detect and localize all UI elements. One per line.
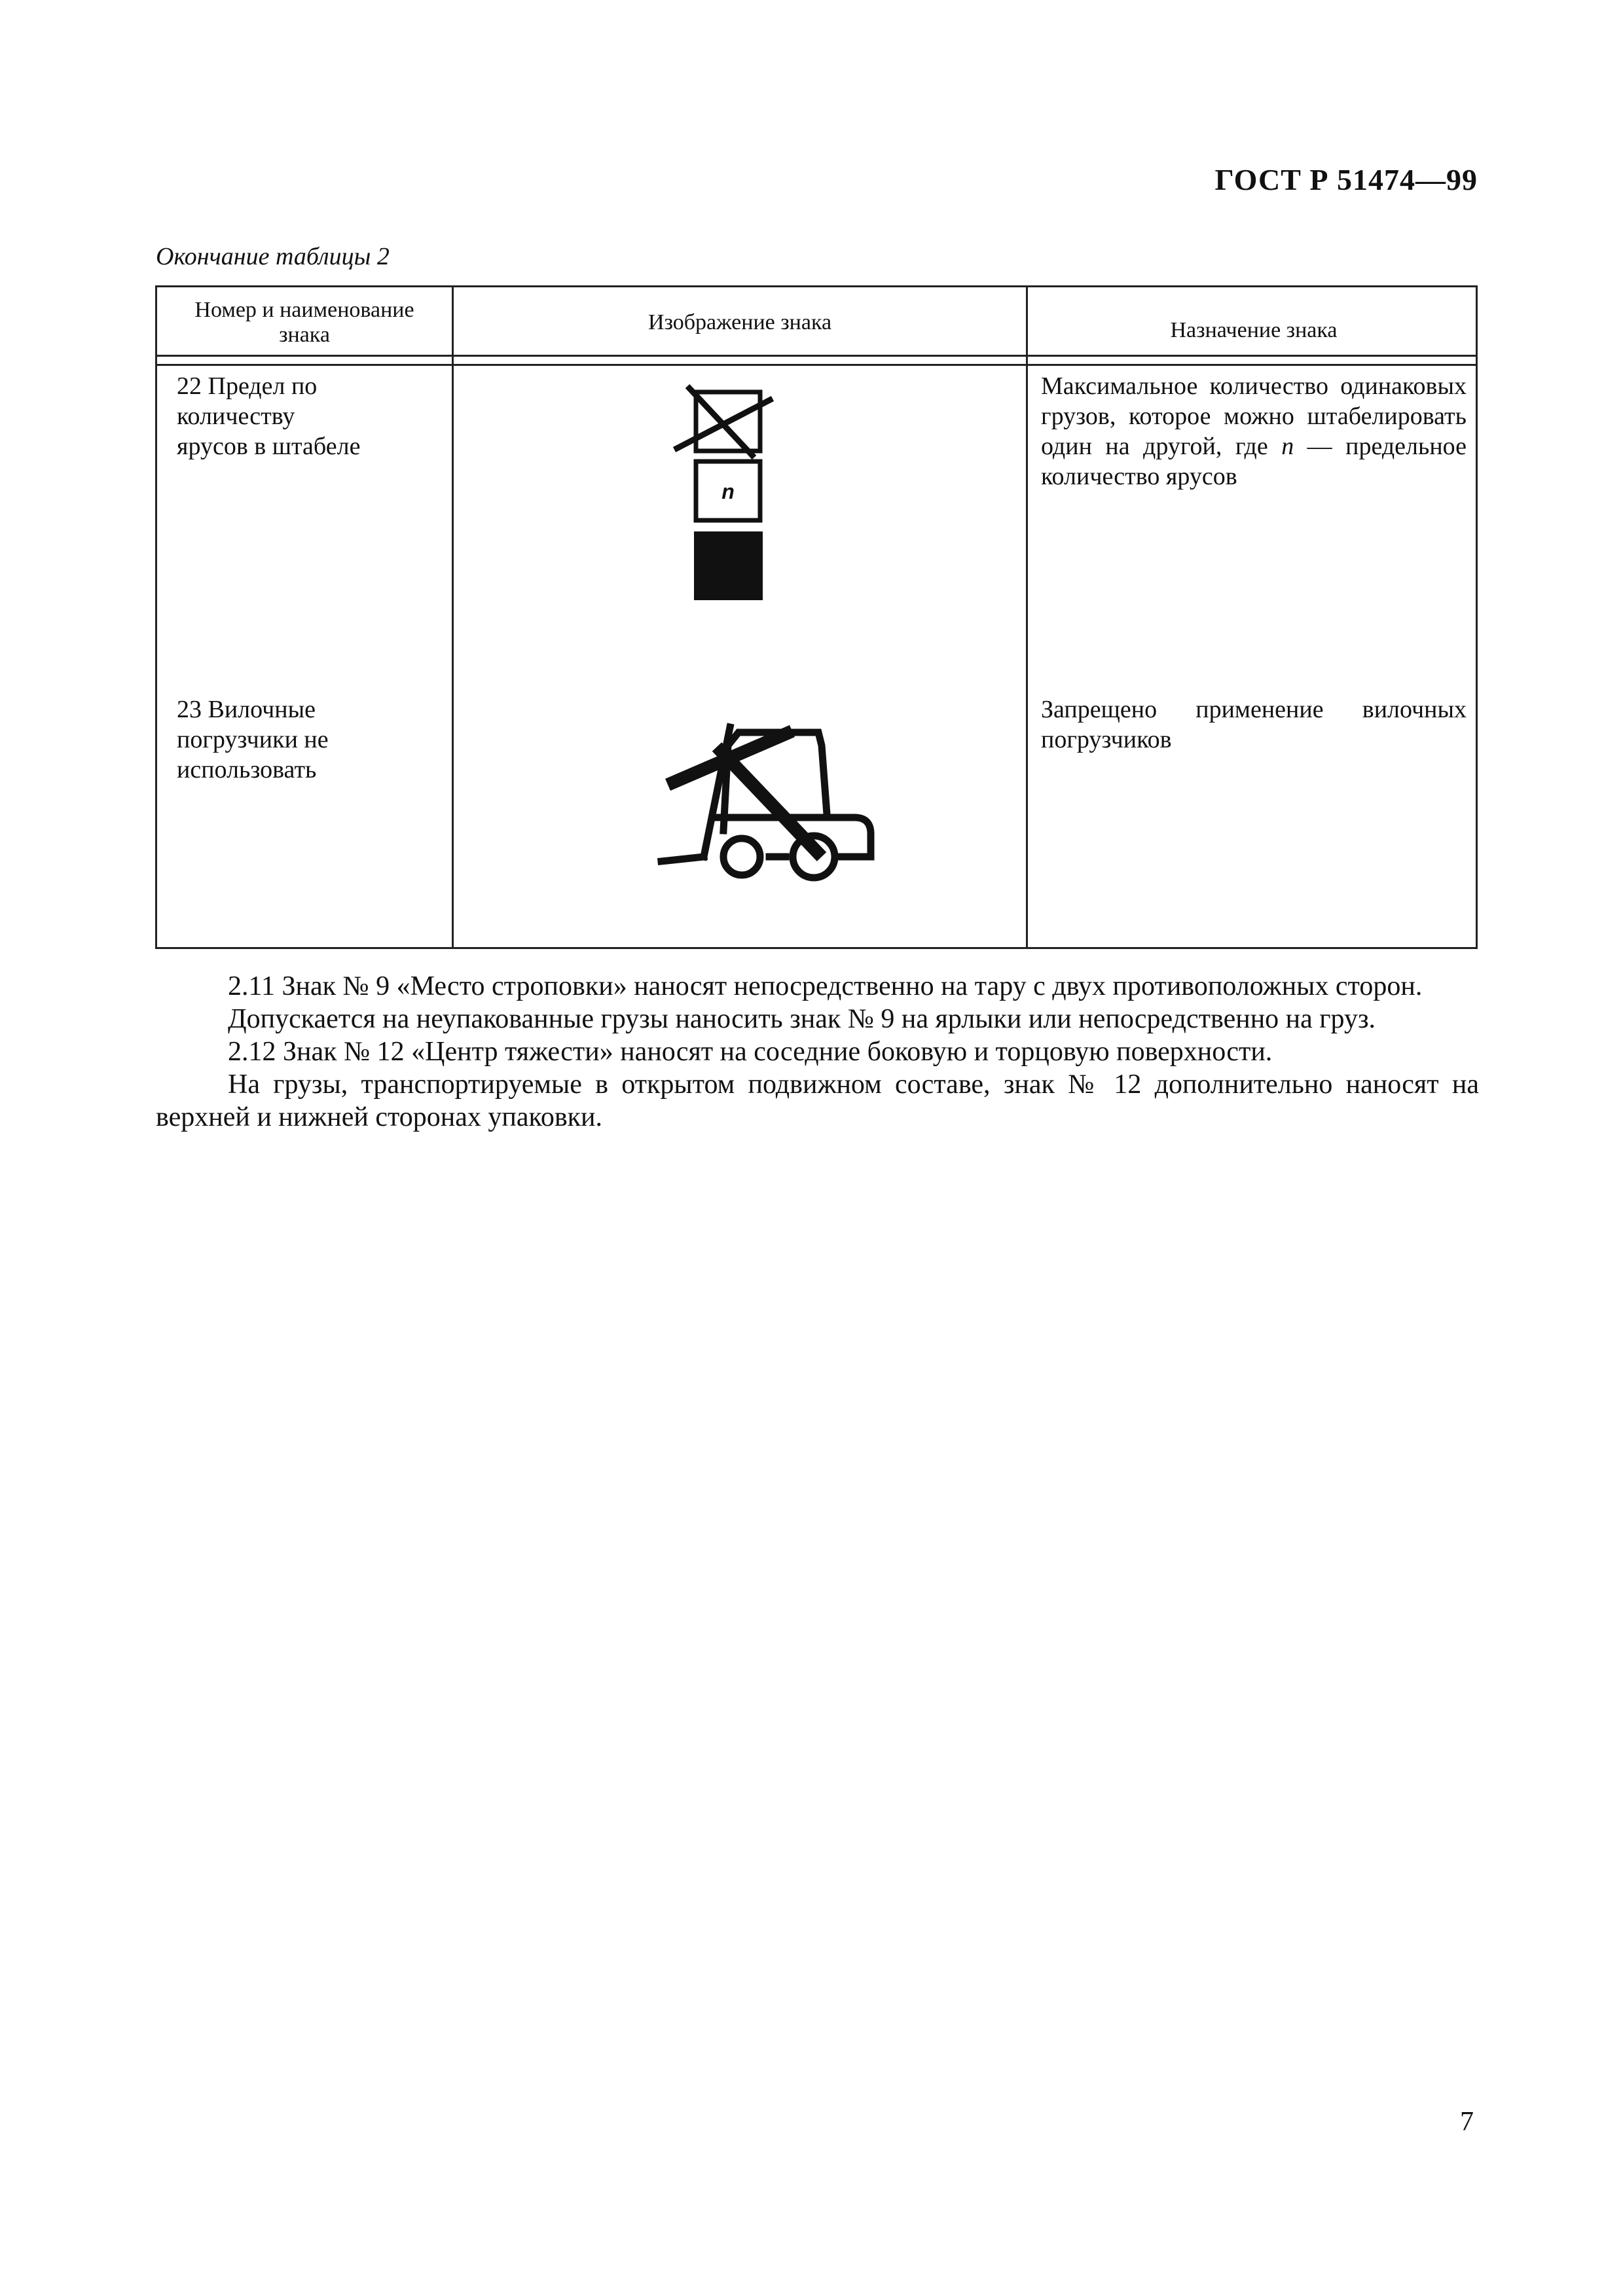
signs-table xyxy=(155,285,1478,949)
body-text xyxy=(156,970,1479,1134)
column-header-purpose: Назначение знака xyxy=(1170,318,1338,342)
column-divider xyxy=(452,287,454,947)
sign-purpose-22: Максимальное количество одинаковых грузов, которое можно штабелировать один на другой, где n — предельное количество ярусов xyxy=(1041,372,1467,490)
document-code: ГОСТ Р 51474—99 xyxy=(1214,163,1478,196)
no-forklift-icon xyxy=(655,693,1048,883)
paragraph-2-12: 2.12 Знак № 12 «Центр тяжести» наносят на соседние боковую и торцовую поверхности. xyxy=(228,1037,1273,1067)
page-number: 7 xyxy=(1460,2107,1474,2137)
column-header-name: Номер и наименование знака xyxy=(194,298,414,347)
paragraph-2-11: 2.11 Знак № 9 «Место строповки» наносят непосредственно на тару с двух противоположных сторон. xyxy=(228,971,1423,1001)
stack-count-label: n xyxy=(721,480,735,503)
table-caption: Окончание таблицы 2 xyxy=(156,243,390,270)
sign-name-22: 22 Предел по количеству ярусов в штабеле xyxy=(177,372,361,460)
sign-purpose-23: Запрещено применение вилочных погрузчиков xyxy=(1041,696,1467,753)
header-divider xyxy=(157,364,1476,366)
paragraph-2-12-note: На грузы, транспортируемые в открытом подвижном составе, знак № 12 дополнительно наносят на верхней и нижней сторонах упаковки. xyxy=(156,1069,1479,1132)
stacking-limit-icon xyxy=(668,384,799,607)
paragraph-2-11-note: Допускается на неупакованные грузы наносить знак № 9 на ярлыки или непосредственно на груз. xyxy=(228,1004,1376,1034)
sign-name-23: 23 Вилочные погрузчики не использовать xyxy=(177,696,329,783)
column-header-image: Изображение знака xyxy=(647,310,832,334)
